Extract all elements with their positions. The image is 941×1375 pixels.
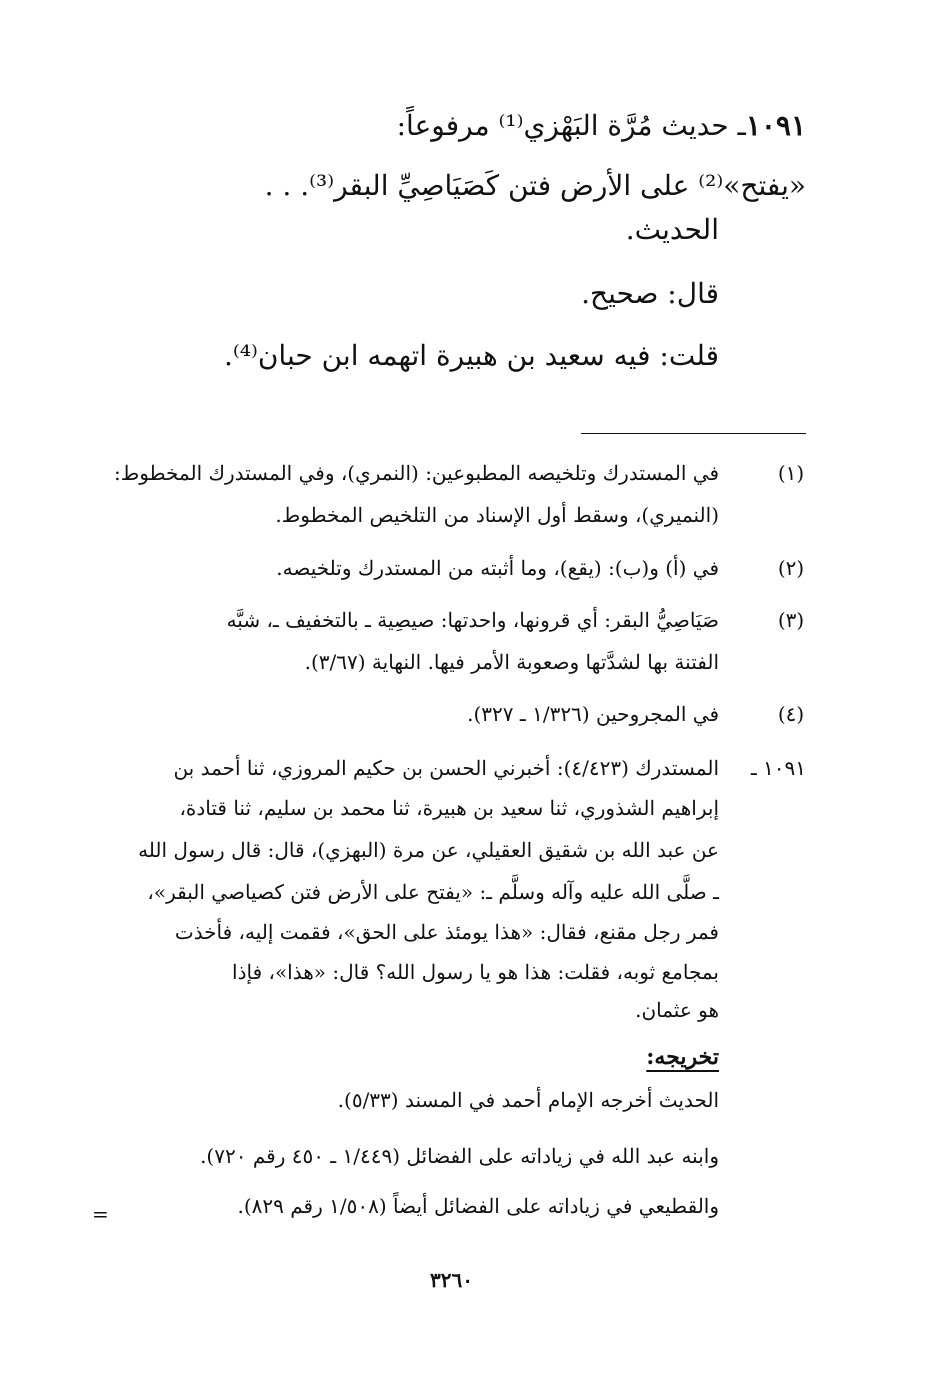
footnote-2-number: (٢) <box>777 556 805 580</box>
commentary-line-2: إبراهيم الشذوري، ثنا سعيد بن هبيرة، ثنا محمد بن سليم، ثنا قتادة، <box>179 796 719 820</box>
footnote-2-line-1: في (أ) و(ب): (يقع)، وما أثبته من المستدرك وتلخيصه. <box>276 556 719 580</box>
footnote-4-line-1: في المجروحين (١/٣٢٦ ـ ٣٢٧). <box>467 702 719 726</box>
continuation-mark: = <box>92 1202 109 1226</box>
footnote-1-line-2: (النميري)، وسقط أول الإسناد من التلخيص المخطوط. <box>275 503 719 527</box>
commentary-line-1: المستدرك (٤/٤٢٣): أخبرني الحسن بن حكيم المروزي، ثنا أحمد بن <box>173 756 719 780</box>
footnote-1-number: (١) <box>777 461 805 485</box>
footnote-separator <box>581 433 806 434</box>
takhrij-line-3: والقطيعي في زياداته على الفضائل أيضاً (١/٥٠٨ رقم ٨٢٩). <box>237 1194 719 1218</box>
commentary-line-5: فمر رجل مقنع، فقال: «هذا يومئذ على الحق»، فقمت إليه، فأخذت <box>174 920 719 944</box>
takhrij-heading: تخريجه: <box>646 1044 719 1070</box>
hadith-heading <box>396 109 806 142</box>
footnote-4-number: (٤) <box>777 702 805 726</box>
commentary-number: ١٠٩١ ـ <box>750 756 806 780</box>
commentary-line-4: ـ صلَّى الله عليه وآله وسلَّم ـ: «يفتح على الأرض فتن كصياصي البقر»، <box>147 880 719 904</box>
qala-line: قال: صحيح. <box>581 277 719 310</box>
takhrij-line-2: وابنه عبد الله في زياداته على الفضائل (١/٤٤٩ ـ ٤٥٠ رقم ٧٢٠). <box>200 1144 719 1168</box>
hadith-text-line-1: «يفتح»⁽²⁾ على الأرض فتن كَصَيَاصِيِّ البقر⁽³⁾. . . <box>264 169 806 202</box>
commentary-line-3: عن عبد الله بن شقيق العقيلي، عن مرة (البهزي)، قال: قال رسول الله <box>138 838 719 862</box>
page-number: ٣٢٦٠ <box>430 1268 473 1292</box>
footnote-3-line-2: الفتنة بها لشدَّتها وصعوبة الأمر فيها. النهاية (٣/٦٧). <box>304 650 719 674</box>
qultu-line: قلت: فيه سعيد بن هبيرة اتهمه ابن حبان⁽⁴⁾. <box>223 339 719 372</box>
footnote-1-line-1: في المستدرك وتلخيصه المطبوعين: (النمري)، وفي المستدرك المخطوط: <box>114 461 719 485</box>
hadith-title: ـ حديث مُرَّة البَهْزي⁽¹⁾ مرفوعاً: <box>396 109 746 142</box>
takhrij-line-1: الحديث أخرجه الإمام أحمد في المسند (٥/٣٣). <box>337 1088 719 1112</box>
footnote-3-number: (٣) <box>777 608 805 632</box>
hadith-text-line-2: الحديث. <box>625 213 719 246</box>
footnote-3-line-1: صَيَاصِيُّ البقر: أي قرونها، واحدتها: صيصِية ـ بالتخفيف ـ، شبَّه <box>226 608 719 632</box>
commentary-line-7: هو عثمان. <box>635 998 719 1022</box>
hadith-number: ١٠٩١ <box>745 109 806 142</box>
commentary-line-6: بمجامع ثوبه، فقلت: هذا هو يا رسول الله؟ قال: «هذا»، فإذا <box>232 960 719 984</box>
